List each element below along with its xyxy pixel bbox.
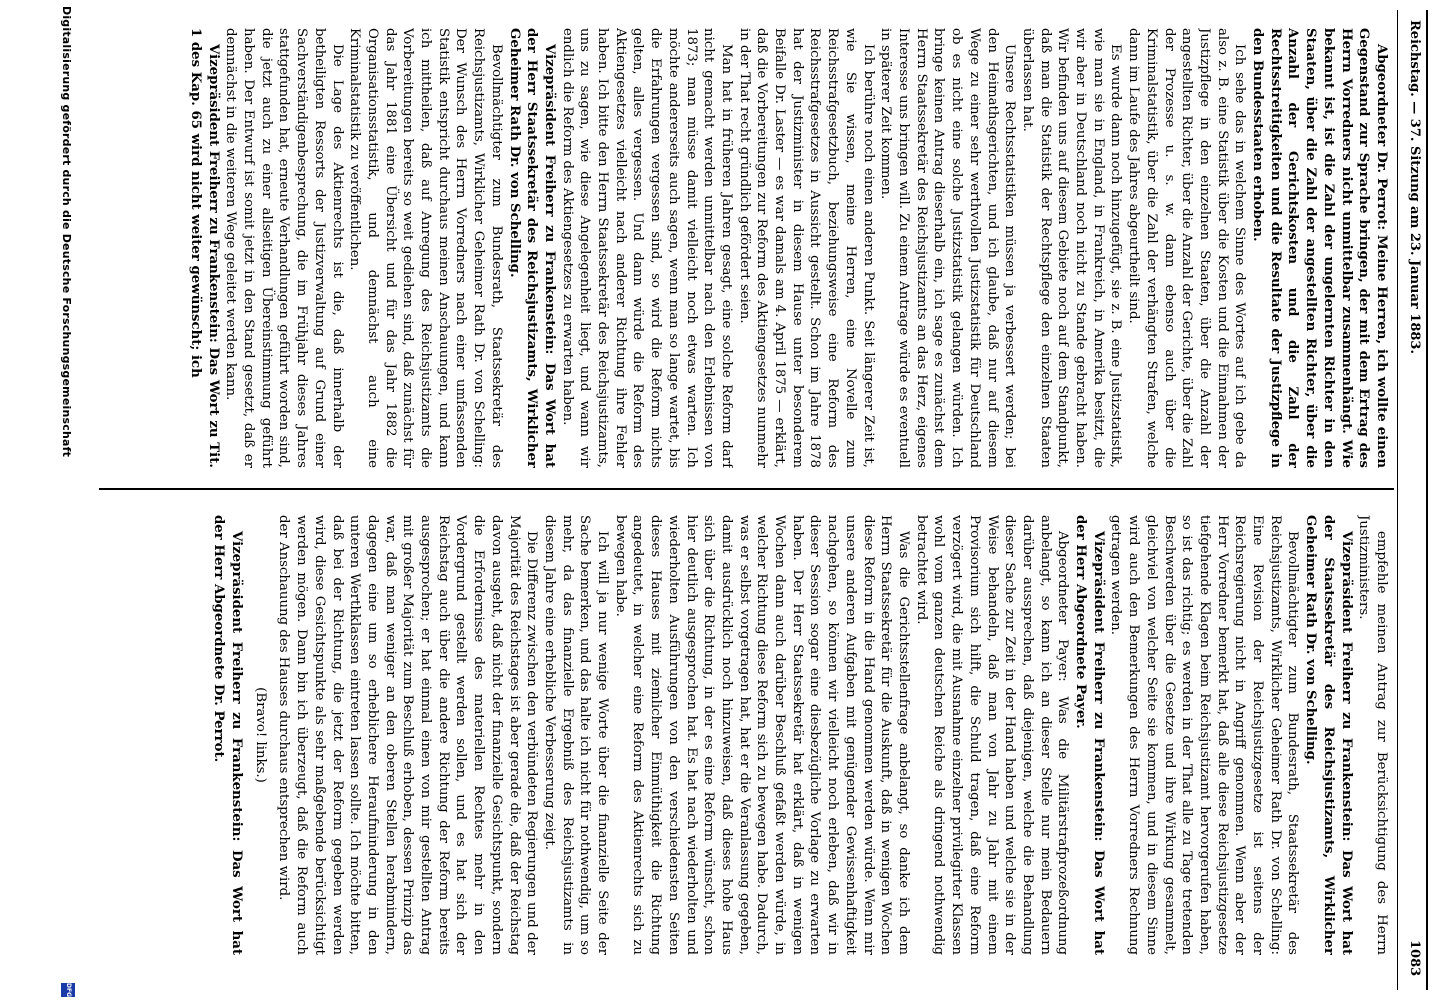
document-page: [32, 0, 1432, 1000]
paragraph: Vizepräsident Freiherr zu Frankenstein: Das Wort hat der Herr Abgeordnete Payer.: [1073, 515, 1106, 955]
header-top-rule: [1426, 10, 1428, 990]
paragraph: Man hat in früheren Jahren gesagt, eine solche Reform darf nicht gemacht werden unmittelbar nach den Erlebnissen von 1873; man müsse damit vielleicht noch etwas warten. Ich möchte andererseits auch sagen, wenn man so lange wartet, bis die Erfahrungen vergessen sind, so wird die Reform nichts gelten, alles vergessen. Und dann würde die Reform des Aktiengesetzes vielleicht nach anderer Richtung ihre Fehler haben. Ich bitte den Herrn Staatssekretär des Reichsjustizamts, uns zu sagen, wie diese Angelegenheit liegt, und wann wir endlich die Reform des Aktiengesetzes zu erwarten haben.: [559, 28, 734, 468]
dfg-logo: DFG: [61, 983, 75, 997]
paragraph: Vizepräsident Freiherr zu Frankenstein: Das Wort hat der Herr Staatssekretär des Reichsjustizamts, Wirklicher Geheimer Rath Dr. von Schelling.: [506, 28, 557, 468]
header-bottom-rule: [1397, 10, 1398, 990]
header-running-title: Reichstag. — 37. Sitzung am 23. Januar 1883.: [1407, 20, 1422, 355]
paragraph: Abgeordneter Dr. Perrot: Meine Herren, ich wollte einen Gegenstand zur Sprache bringen, der mit dem Ertrag des Herrn Vorredners nicht unmittelbar zusammenhängt. Wie bekannt ist, ist die Zahl der ungelernten Richter in den Staaten, über die Zahl der angestellten Richter, über die Anzahl der Gerichtskosten und die Zahl der Rechtsstreitigkeiten und die Resultate der Justizpflege in den Bundesstaaten erhoben.: [1250, 28, 1389, 468]
footer: [49, 0, 87, 1000]
paragraph: Vizepräsident Freiherr zu Frankenstein: Das Wort hat der Staatssekretär des Reichsjustizamts, Wirklicher Geheimer Rath Dr. von Schelling.: [1303, 515, 1354, 955]
paragraph: Ich berühre noch einen anderen Punkt. Seit längerer Zeit ist, wie Sie wissen, meine Herren, eine Novelle zum Reichsstrafgesetzbuch, beziehungsweise eine Reform des Reichsstrafgesetzes in Aussicht gestellt. Schon im Jahre 1878 hat der Justizminister in diesem Hause unter besonderem Beifalle Dr. Laster — es war damals am 4. April 1875 — erklärt, daß die Vorbereitungen zur Reform des Aktiengesetzes nunmehr in der That recht gründlich gefördert seien.: [736, 28, 876, 468]
paragraph: Abgeordneter Payer: Was die Militärstrafprozeßordnung anbelangt, so kann ich an dieser Stelle nur mein Bedauern darüber aussprechen, daß diejenigen, welche die Behandlung dieser Sache zur Zeit in der Hand haben und welche sie in der Weise behandeln, daß man von Jahr zu Jahr mit einem Provisorium sich hilft, die Schuld tragen, daß eine Reform verzögert wird, die mit Ausnahme einzelner privilegirter Klassen wohl vom ganzen deutschen Reiche als dringend nothwendig betrachtet wird.: [913, 515, 1071, 955]
paragraph: Ich sehe das in welchem Sinne des Wortes auf ich gebe da also z. B. eine Statistik über die Kosten und die Einnahmen der Justizpflege in den einzelnen Staaten, über die Anzahl der angestellten Richter, über die Anzahl der Gerichte, über die Zahl der Prozesse u. s. w. dann ebenso auch über die Kriminalstatistik, über die Zahl der verhängten Strafen, welche dann im Laufe des Jahres abgeurtheilt sind.: [1126, 28, 1248, 468]
paragraph: Bevollmächtigter zum Bundesrath, Staatssekretär des Reichsjustizamts, Wirklicher Geheimer Rath Dr. von Schelling: Der Wunsch des Herrn Vorredners nach einer umfassenden Statistik entspricht durchaus meinen Anschauungen, und kann ich mittheilen, daß auf Anregung des Reichsjustizamts die Vorbereitungen bereits so weit gediehen sind, daß zunächst für das Jahr 1881 eine Übersicht und für das Jahr 1882 die Organisationsstatistik, und demnächst auch eine Kriminalstatistik zu veröffentlichen.: [347, 28, 504, 468]
paragraph: Unsere Rechtsstatistiken müssen ja verbessert werden; bei den Heimathsgerichten, und ich glaube, daß nur auf diesem Wege zu einer sehr werthvollen Justizstatistik für Deutschland ob es nicht eine solche Justizstatistik gelangen würden. Ich bringe keinen Antrag dieserhalb ein, ich sage es zunächst dem Herrn Staatssekretär des Reichsjustizamts an das Herz, eigenes Interesse uns bringen will. Zu einem Antrage würde es eventuell in späterer Zeit kommen.: [878, 28, 1018, 468]
column-right: [105, 515, 1390, 955]
paragraph: empfehle meinen Antrag zur Berücksichtigung des Herrn Justizministers.: [1356, 515, 1389, 955]
paragraph: Bevollmächtigter zum Bundesrath, Staatssekretär des Reichsjustizamts, Wirklicher Geheimer Rath Dr. von Schelling: Eine Revision der Reichsjustizgesetze ist seitens der Reichsregierung nicht in Angriff genommen. Wenn aber der Herr Vorredner bemerkt hat, daß alle diese Reichsjustizgesetze tiefgehende Klagen beim Reichsjustizamt hervorgerufen haben, so ist das richtig; es werden in der That alle zu Tage tretenden Beschwerden über die Gesetze und ihre Wirkung gesammelt, gleichviel von welcher Seite sie kommen, und in diesem Sinne wird auch den Bemerkungen des Herrn Vorredners Rechnung getragen werden.: [1108, 515, 1301, 955]
paragraph: Was die Gerichtsstellenfrage anbelangt, so danke ich dem Herrn Staatssekretär für die Auskunft, daß in wenigen Wochen diese Reform in die Hand genommen werden würde. Wenn mir unsere anderen Aufgaben mit genügender Gewissenhaftigkeit nachgehen, so können wir vielleicht noch erleben, daß wir in dieser Session sogar eine diesbezügliche Vorlage zu erwarten haben. Der Herr Staatssekretär hat erklärt, daß in wenigen Wochen dann auch darüber Beschluß gefaßt werden würde, in welcher Richtung diese Reform sich zu bewegen habe. Dadurch, was er selbst vorgetragen hat, hat er die Veranlassung gegeben, damit ausdrücklich noch hinzuweisen, daß dieses hohe Haus sich über die Richtung, in der es eine Reform wünscht, schon hier deutlich ausgesprochen hat. Es hat nach wiederholten und wiederholten Ausführungen von den verschiedensten Seiten dieses Hauses mit ziemlicher Einmüthigkeit die Richtung angedeutet, in welcher eine Reform des Aktienrechts sich zu bewegen habe.: [612, 515, 912, 955]
funding-credit: Digitalisierung gefördert durch die Deutsche Forschungsgemeinschaft: [60, 6, 73, 458]
applause-note: (Bravo! links.): [252, 687, 268, 783]
paragraph: Vizepräsident Freiherr zu Frankenstein: Das Wort hat der Herr Abgeordnete Dr. Perrot.: [211, 515, 244, 955]
paragraph: Vizepräsident Freiherr zu Frankenstein: Das Wort zu Tit. 1 des Kap. 65 wird nicht weiter gewünscht; ich: [187, 28, 221, 468]
paragraph: Die Lage des Aktienrechts ist die, daß innerhalb der betheiligten Ressorts der Justizverwaltung auf Grund einer Sachverständigenbesprechung, die im Frühjahr dieses Jahres stattgefunden hat, erneute Verhandlungen geführt worden sind, die jetzt auch zu einer allseitigen Übereinstimmung geführt haben. Der Entwurf ist somit jetzt in den Stand gesetzt, daß er demnächst in die weiteren Wege geleitet werden kann.: [223, 28, 345, 468]
paragraph: Die Differenz zwischen den verbündeten Regierungen und der Majorität des Reichstages ist aber gerade die, daß der Reichstag davon ausgeht, daß nicht der finanzielle Gesichtspunkt, sondern die Erfordernisse des materiellen Rechtes mehr in den Vordergrund gestellt werden sollen, und es hat sich der Reichstag auch über die andere Richtung der Reform bereits ausgesprochen; er hat einmal einen von mir gestellten Antrag mit großer Majorität zum Beschluß erhoben, dessen Prinzip das war, daß man weniger an den oberen Stellen herabmindern, dagegen eine um so erheblichere Heraufminderung in den unteren Werthklassen eintreten lassen sollte. Ich möchte bitten, daß bei der Richtung, die jetzt der Reform gegeben werden wird, diese Gesichtspunkte als sehr maßgebende berücksichtigt werden mögen. Dann bin ich überzeugt, daß die Reform auch der Anschauung des Hauses durchaus entsprechen wird.: [276, 515, 540, 955]
paragraph: Ich will ja nur wenige Worte über die finanzielle Seite der Sache bemerken, und das halte ich nicht für nothwendig, um so mehr, da das finanzielle Ergebniß des Reichsjustizamts in diesem Jahre eine erhebliche Verbesserung zeigt.: [541, 515, 611, 955]
paragraph: Es wurde dann noch hinzugefügt, sie z. B. eine Justizstatistik, wie man sie in England, in Frankreich, in Amerika besitzt, die wir aber in Deutschland noch nicht zu Stande gebracht haben. Wir befinden uns auf diesem Gebiete noch auf dem Standpunkt, daß man die Statistik der Rechtspflege den einzelnen Staaten überlassen hat.: [1019, 28, 1124, 468]
column-divider: [99, 488, 1394, 490]
header-page-number: 1083: [1407, 940, 1422, 977]
column-left: [105, 28, 1390, 468]
